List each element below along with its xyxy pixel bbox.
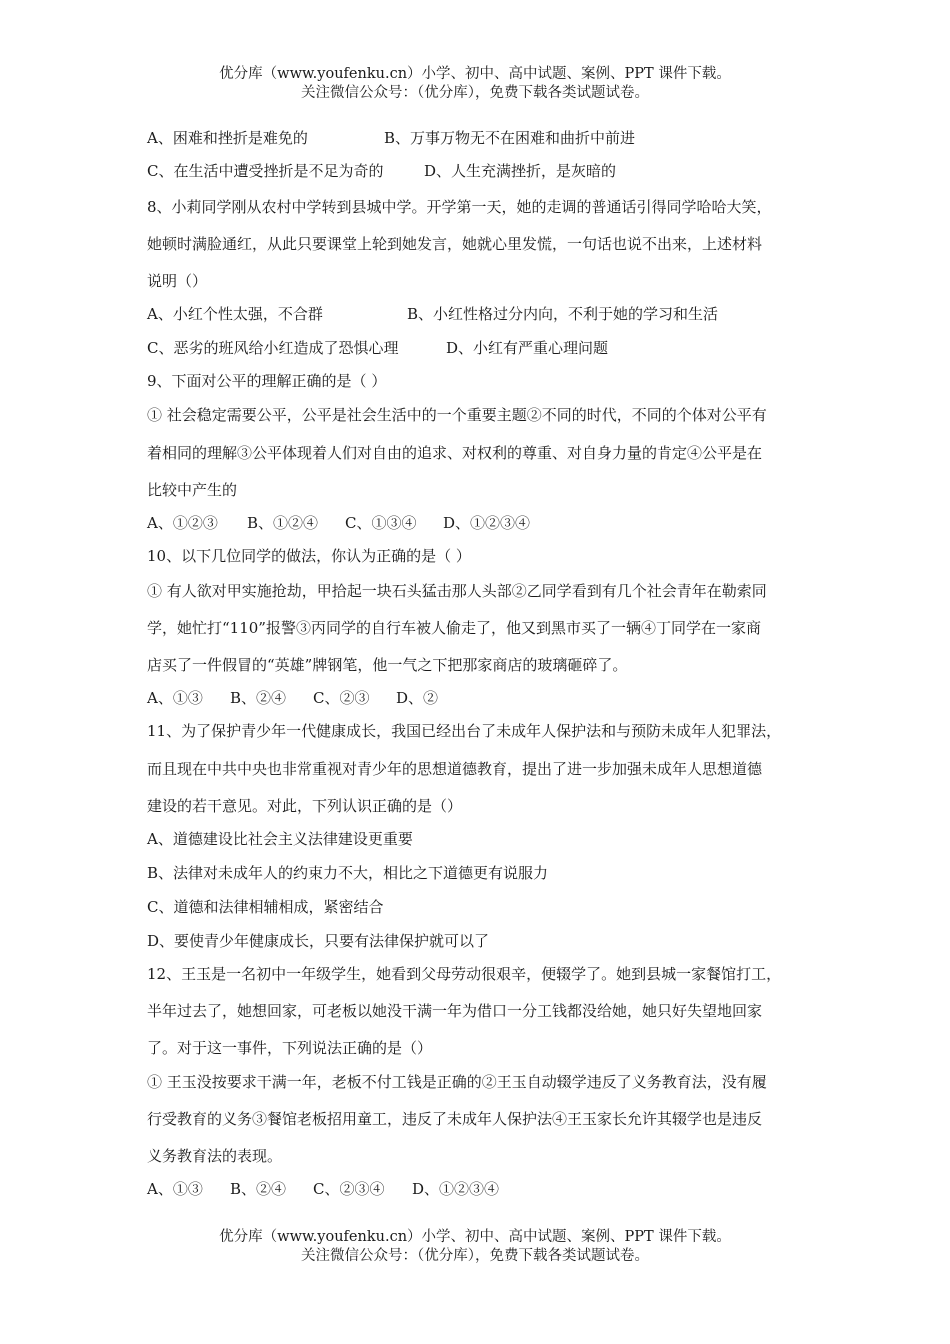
q11-option-d: D、要使青少年健康成长，只要有法律保护就可以了 <box>147 932 490 950</box>
q12-option-a: A、①③ <box>147 1180 203 1198</box>
q10-option-b: B、②④ <box>230 689 287 707</box>
q10-option-d: D、② <box>396 689 439 707</box>
q7-option-b: B、万事万物无不在困难和曲折中前进 <box>384 129 636 147</box>
q8-stem-line-3: 说明（） <box>147 272 208 290</box>
q10-stem-line-3: 学，她忙打“110”报警③丙同学的自行车被人偷走了，他又到黑市买了一辆④丁同学在一家商 <box>147 619 761 637</box>
q11-stem-line-2: 而且现在中共中央也非常重视对青少年的思想道德教育，提出了进一步加强未成年人思想道德 <box>147 760 763 778</box>
q8-option-c: C、恶劣的班风给小红造成了恐惧心理 <box>147 339 399 357</box>
q7-option-d: D、人生充满挫折，是灰暗的 <box>424 162 617 180</box>
q9-option-a: A、①②③ <box>147 514 218 532</box>
q12-option-c: C、②③④ <box>313 1180 385 1198</box>
q8-stem-line-1: 8、小莉同学刚从农村中学转到县城中学。开学第一天，她的走调的普通话引得同学哈哈大笑， <box>147 198 772 216</box>
q11-stem-line-1: 11、为了保护青少年一代健康成长，我国已经出台了未成年人保护法和与预防未成年人犯罪法， <box>147 722 782 740</box>
q12-stem-line-3: 了。对于这一事件，下列说法正确的是（） <box>147 1039 433 1057</box>
q12-option-b: B、②④ <box>230 1180 287 1198</box>
q10-stem-line-4: 店买了一件假冒的“英雄”牌钢笔，他一气之下把那家商店的玻璃砸碎了。 <box>147 656 628 674</box>
q10-option-a: A、①③ <box>147 689 203 707</box>
header-line-2: 关注微信公众号：（优分库），免费下载各类试题试卷。 <box>301 85 649 101</box>
q11-option-a: A、道德建设比社会主义法律建设更重要 <box>147 830 413 848</box>
q9-stem-line-2: ① 社会稳定需要公平，公平是社会生活中的一个重要主题②不同的时代，不同的个体对公平有 <box>147 406 767 424</box>
q12-stem-line-1: 12、王玉是一名初中一年级学生，她看到父母劳动很艰辛，便辍学了。她到县城一家餐馆打工， <box>147 965 782 983</box>
q8-option-d: D、小红有严重心理问题 <box>446 339 609 357</box>
q11-stem-line-3: 建设的若干意见。对此，下列认识正确的是（） <box>147 797 463 815</box>
q12-option-d: D、①②③④ <box>412 1180 500 1198</box>
q9-stem-line-3: 着相同的理解③公平体现着人们对自由的追求、对权利的尊重、对自身力量的肯定④公平是在 <box>147 444 763 462</box>
q10-stem-line-1: 10、以下几位同学的做法，你认为正确的是（ ） <box>147 547 471 565</box>
q8-stem-line-2: 她顿时满脸通红，从此只要课堂上轮到她发言，她就心里发慌，一句话也说不出来，上述材料 <box>147 235 763 253</box>
page-header <box>0 65 950 103</box>
q11-option-b: B、法律对未成年人的约束力不大，相比之下道德更有说服力 <box>147 864 549 882</box>
q12-stem-line-2: 半年过去了，她想回家，可老板以她没干满一年为借口一分工钱都没给她，她只好失望地回家 <box>147 1002 763 1020</box>
q12-stem-line-6: 义务教育法的表现。 <box>147 1147 283 1165</box>
q9-stem-line-1: 9、下面对公平的理解正确的是（ ） <box>147 372 387 390</box>
q7-option-c: C、在生活中遭受挫折是不足为奇的 <box>147 162 384 180</box>
q9-option-b: B、①②④ <box>247 514 319 532</box>
q12-stem-line-5: 行受教育的义务③餐馆老板招用童工，违反了未成年人保护法④王玉家长允许其辍学也是违反 <box>147 1110 763 1128</box>
q10-option-c: C、②③ <box>313 689 370 707</box>
q9-option-c: C、①③④ <box>345 514 417 532</box>
page-footer <box>0 1228 950 1266</box>
q7-option-a: A、困难和挫折是难免的 <box>147 129 308 147</box>
q11-option-c: C、道德和法律相辅相成，紧密结合 <box>147 898 384 916</box>
q8-option-b: B、小红性格过分内向，不利于她的学习和生活 <box>407 305 719 323</box>
q10-stem-line-2: ① 有人欲对甲实施抢劫，甲拾起一块石头猛击那人头部②乙同学看到有几个社会青年在勒索同 <box>147 582 767 600</box>
footer-line-1: 优分库（www.youfenku.cn）小学、初中、高中试题、案例、PPT 课件下载。 <box>219 1229 731 1245</box>
q8-option-a: A、小红个性太强，不合群 <box>147 305 323 323</box>
header-line-1: 优分库（www.youfenku.cn）小学、初中、高中试题、案例、PPT 课件下载。 <box>219 66 731 82</box>
q12-stem-line-4: ① 王玉没按要求干满一年，老板不付工钱是正确的②王玉自动辍学违反了义务教育法，没有履 <box>147 1073 767 1091</box>
footer-line-2: 关注微信公众号：（优分库），免费下载各类试题试卷。 <box>301 1248 649 1264</box>
q9-option-d: D、①②③④ <box>443 514 531 532</box>
q9-stem-line-4: 比较中产生的 <box>147 481 238 499</box>
